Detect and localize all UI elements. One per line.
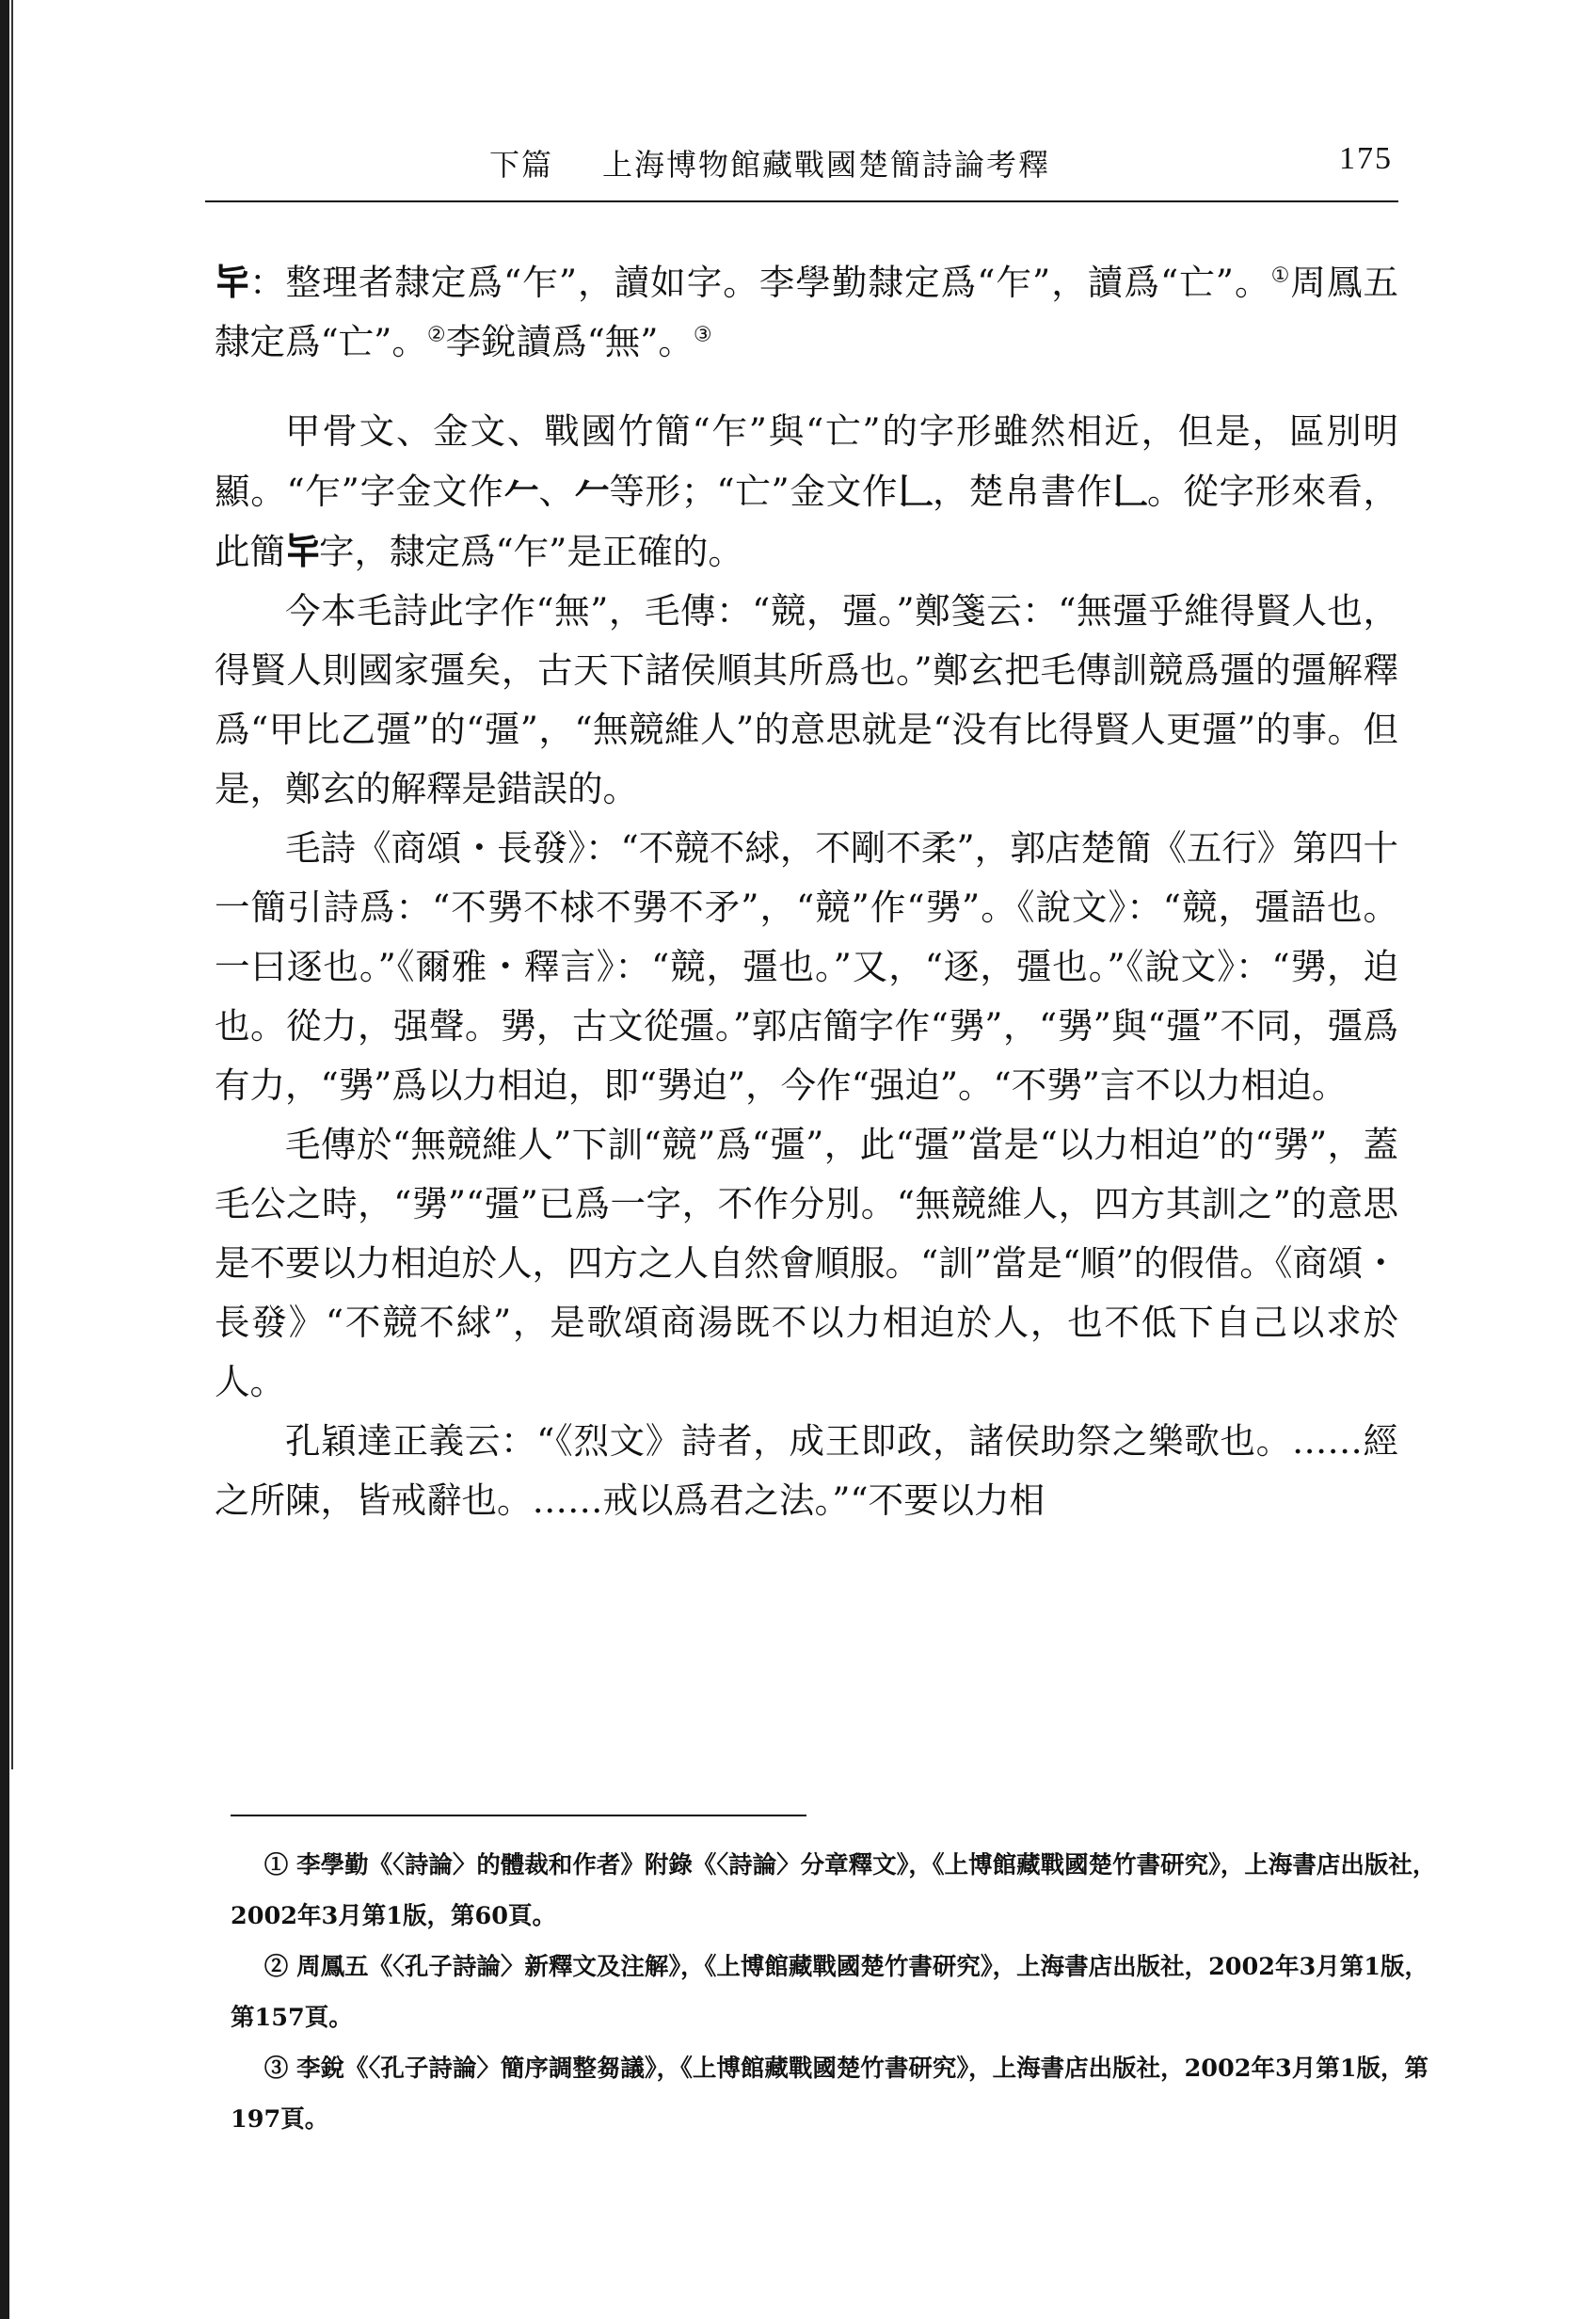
footnote-3: ③ 李銳《〈孔子詩論〉簡序調整芻議》，《上博館藏戰國楚竹書研究》，上海書店出版社，2002年3月第1版，第197頁。 bbox=[231, 2055, 1429, 2134]
header-section: 下篇 bbox=[489, 147, 554, 183]
glyph-e: 𠤏 bbox=[285, 530, 320, 572]
footnote-ref-3: ③ bbox=[693, 323, 712, 347]
footnotes bbox=[231, 1840, 1444, 2145]
page-number: 175 bbox=[1339, 141, 1393, 176]
running-header bbox=[489, 141, 1393, 198]
header-title: 上海博物館藏戰國楚簡詩論考釋 bbox=[602, 147, 1051, 183]
scan-edge bbox=[0, 0, 9, 2319]
footnote-1: ① 李學勤《〈詩論〉的體裁和作者》附錄《〈詩論〉分章釋文》，《上博館藏戰國楚竹書研究》，上海書店出版社，2002年3月第1版，第60頁。 bbox=[231, 1851, 1437, 1930]
glyph-b: 𠂉 bbox=[574, 470, 610, 512]
footnote-2: ② 周鳳五《〈孔子詩論〉新釋文及注解》，《上博館藏戰國楚竹書研究》，上海書店出版社，2002年3月第1版，第157頁。 bbox=[231, 1953, 1429, 2032]
paragraph-6: 孔穎達正義云：“《烈文》詩者，成王即政，諸侯助祭之樂歌也。……經之所陳，皆戒辭也。……戒以爲君之法。”“不要以力相 bbox=[215, 1420, 1398, 1521]
body-text bbox=[215, 252, 1398, 1530]
footnote-ref-1: ① bbox=[1270, 264, 1291, 288]
paragraph-4: 毛詩《商頌・長發》：“不競不絿，不剛不柔”，郭店楚簡《五行》第四十一簡引詩爲：“不勥不梂不勥不矛”，“競”作“勥”。《說文》：“競，彊語也。一曰逐也。”《爾雅・釋言》：“競，彊也。”又，“逐，彊也。”《說文》：“勥，迫也。從力，强聲。勥，古文從彊。”郭店簡字作“勥”，“勥”與“彊”不同，彊爲有力，“勥”爲以力相迫，即“勥迫”，今作“强迫”。“不勥”言不以力相迫。 bbox=[215, 827, 1398, 1106]
glyph-c: 𠃊 bbox=[898, 470, 933, 512]
glyph-a: 𠂉 bbox=[503, 470, 539, 512]
glyph-d: 𠃊 bbox=[1112, 470, 1147, 512]
header-rule bbox=[205, 200, 1398, 202]
paragraph-2: 甲骨文、金文、戰國竹簡“乍”與“亡”的字形雖然相近，但是，區別明顯。“乍”字金文作𠂉、𠂉等形；“亡”金文作𠃊，楚帛書作𠃊。從字形來看，此簡𠤏字，隸定爲“乍”是正確的。 bbox=[215, 410, 1398, 572]
paragraph-5: 毛傳於“無競維人”下訓“競”爲“彊”，此“彊”當是“以力相迫”的“勥”，蓋毛公之時，“勥”“彊”已爲一字，不作分別。“無競維人，四方其訓之”的意思是不要以力相迫於人，四方之人自然會順服。“訓”當是“順”的假借。《商頌・長發》“不競不絿”，是歌頌商湯既不以力相迫於人，也不低下自己以求於人。 bbox=[215, 1124, 1398, 1402]
footnote-ref-2: ② bbox=[426, 323, 446, 347]
scan-edge-line bbox=[11, 0, 13, 1769]
footnote-rule bbox=[231, 1815, 806, 1816]
paragraph-3: 今本毛詩此字作“無”，毛傳：“競，彊。”鄭箋云：“無彊乎維得賢人也，得賢人則國家彊矣，古天下諸侯順其所爲也。”鄭玄把毛傳訓競爲彊的彊解釋爲“甲比乙彊”的“彊”，“無競維人”的意思就是“没有比得賢人更彊”的事。但是，鄭玄的解釋是錯誤的。 bbox=[215, 590, 1398, 809]
glyph-head: 𠤏 bbox=[215, 261, 250, 303]
paragraph-1: 𠤏：整理者隸定爲“乍”，讀如字。李學勤隸定爲“乍”，讀爲“亡”。①周鳳五隸定爲“亡”。②李銳讀爲“無”。③ bbox=[215, 261, 1399, 362]
